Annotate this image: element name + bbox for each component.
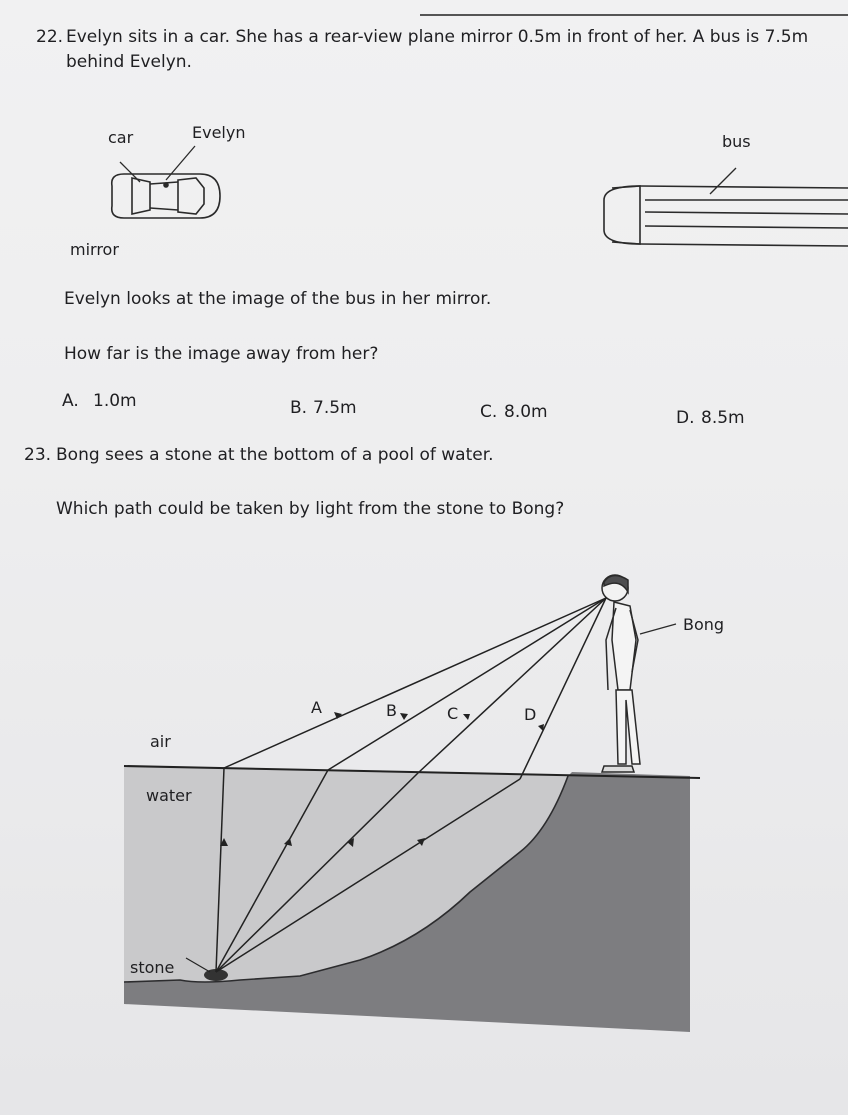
bong-label: Bong xyxy=(683,615,725,634)
option-d-value[interactable]: 8.5m xyxy=(701,408,745,428)
bong-figure xyxy=(602,575,640,772)
option-a-value[interactable]: 1.0m xyxy=(93,391,137,411)
q22-question: How far is the image away from her? xyxy=(64,344,379,364)
mirror-label: mirror xyxy=(70,240,119,259)
path-c-air xyxy=(418,598,606,773)
q23-number: 23. xyxy=(24,445,52,465)
bus-label: bus xyxy=(722,132,751,151)
q22-text-line1: Evelyn sits in a car. She has a rear-view plane mirror 0.5m in front of her. A bus is 7.5m xyxy=(66,27,809,47)
q23-text: Bong sees a stone at the bottom of a pool of water. xyxy=(56,445,494,465)
q22-number: 22. xyxy=(36,27,64,47)
evelyn-label: Evelyn xyxy=(192,123,246,142)
path-b-label[interactable]: B xyxy=(386,701,397,720)
path-a-label[interactable]: A xyxy=(311,698,322,717)
option-d-letter[interactable]: D. xyxy=(676,408,695,428)
path-a-air xyxy=(224,598,606,768)
stone-label: stone xyxy=(130,958,175,977)
q22-text-line2: behind Evelyn. xyxy=(66,52,192,72)
q23-question: Which path could be taken by light from the stone to Bong? xyxy=(56,499,565,519)
option-b-value[interactable]: 7.5m xyxy=(313,398,357,418)
water-label: water xyxy=(146,786,192,805)
q22-statement: Evelyn looks at the image of the bus in her mirror. xyxy=(64,289,492,309)
car-label: car xyxy=(108,128,134,147)
path-b-air xyxy=(328,598,606,770)
option-a-letter[interactable]: A. xyxy=(62,391,79,411)
air-label: air xyxy=(150,732,171,751)
bong-pointer-line xyxy=(640,624,676,634)
option-c-letter[interactable]: C. xyxy=(480,402,498,422)
path-d-label[interactable]: D xyxy=(524,705,537,724)
option-c-value[interactable]: 8.0m xyxy=(504,402,548,422)
option-b-letter[interactable]: B. xyxy=(290,398,308,418)
path-c-label[interactable]: C xyxy=(447,704,459,723)
